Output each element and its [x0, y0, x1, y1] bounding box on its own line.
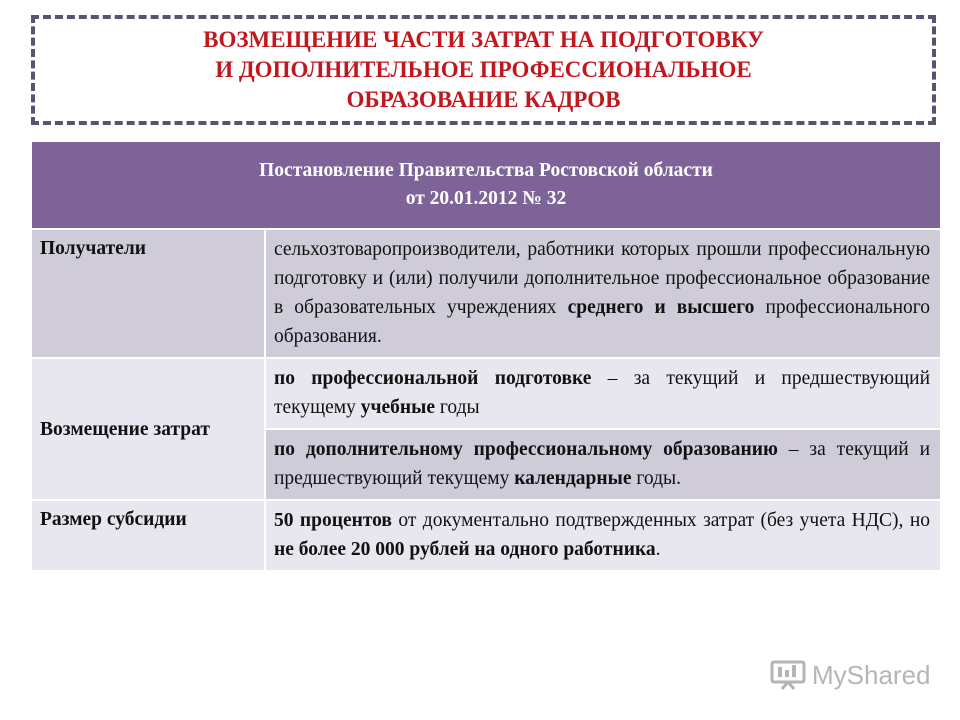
text-segment: .	[655, 539, 661, 560]
slide-title	[31, 15, 936, 125]
watermark-text: MyShared	[812, 659, 931, 690]
table-header-row	[31, 141, 941, 229]
row-value-recipients	[265, 229, 941, 358]
bold-segment: среднего и высшего	[567, 297, 755, 318]
title-line-3: ОБРАЗОВАНИЕ КАДРОВ	[346, 87, 621, 112]
row-value-subsidy	[265, 500, 941, 571]
bold-segment: календарные	[514, 468, 632, 489]
table-header	[31, 141, 941, 229]
text-segment: профессионального образования.	[274, 297, 931, 347]
bold-segment: по профессиональной подготовке	[274, 368, 592, 389]
text-segment: годы.	[631, 468, 681, 489]
bold-segment: 50 процентов	[274, 510, 392, 531]
presentation-icon	[770, 660, 806, 690]
header-line-1: Постановление Правительства Ростовской области	[259, 160, 713, 181]
row-label-compensation: Возмещение затрат	[31, 358, 265, 500]
info-table	[30, 140, 942, 572]
table-row	[31, 500, 941, 571]
text-segment: годы	[435, 397, 480, 418]
header-line-2: от 20.01.2012 № 32	[405, 188, 567, 209]
bold-segment: не более 20 000 рублей на одного работника	[274, 539, 656, 560]
bold-segment: по дополнительному профессиональному образованию	[274, 439, 778, 460]
bold-segment: учебные	[360, 397, 436, 418]
table-row	[31, 229, 941, 358]
row-label-recipients: Получатели	[31, 229, 265, 358]
row-label-subsidy: Размер субсидии	[31, 500, 265, 571]
row-value-compensation-education	[265, 429, 941, 500]
table-row	[31, 358, 941, 429]
text-segment: сельхозтоваропроизводители, работники которых прошли профессиональную подготовку и (или) получили дополнительное профессиональное образование в образовательных учреждениях	[274, 239, 931, 318]
text-segment: – за текущий и предшествующий текущему	[274, 368, 931, 418]
title-line-2: И ДОПОЛНИТЕЛЬНОЕ ПРОФЕССИОНАЛЬНОЕ	[215, 57, 752, 82]
row-value-compensation-training	[265, 358, 941, 429]
text-segment: от документально подтвержденных затрат (без учета НДС), но	[391, 510, 931, 531]
title-line-1: ВОЗМЕЩЕНИЕ ЧАСТИ ЗАТРАТ НА ПОДГОТОВКУ	[203, 27, 764, 52]
watermark	[770, 655, 930, 695]
text-segment: – за текущий и предшествующий текущему	[274, 439, 931, 489]
